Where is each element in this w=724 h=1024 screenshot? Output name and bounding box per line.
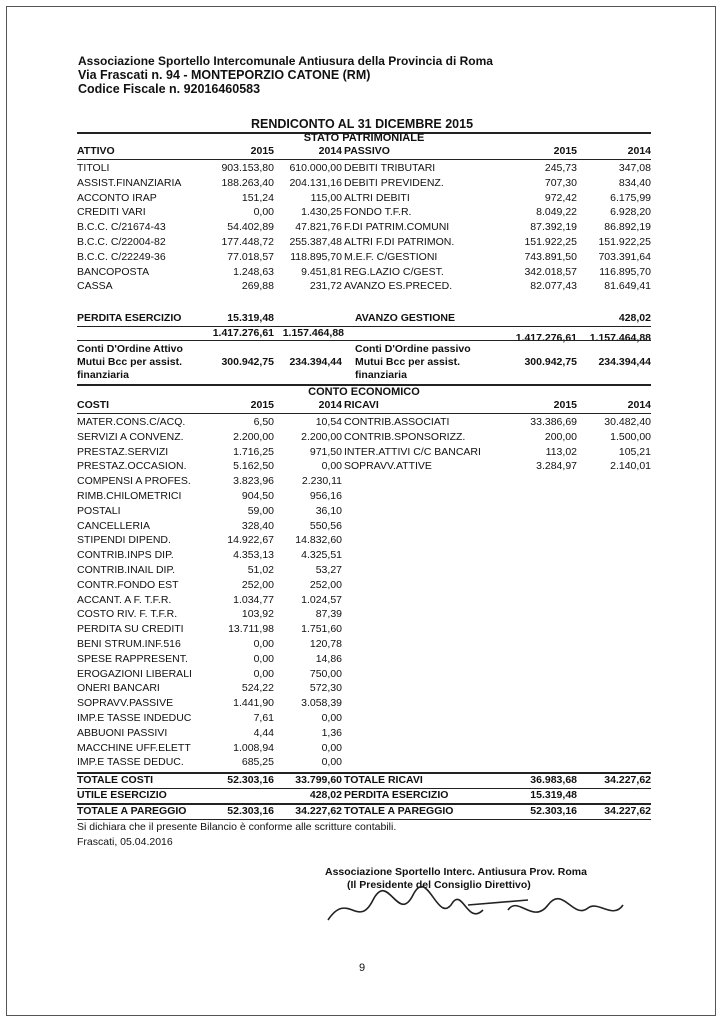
label-left: BENI STRUM.INF.516 bbox=[77, 638, 181, 650]
table-row bbox=[77, 251, 651, 264]
table-row bbox=[77, 475, 651, 488]
value-2015: 2015 bbox=[250, 399, 274, 411]
label-left: SOPRAVV.PASSIVE bbox=[77, 697, 174, 710]
value-2014-right: 86.892,19 bbox=[604, 221, 651, 234]
table-row bbox=[77, 579, 651, 592]
value-2014: 4.325,51 bbox=[301, 549, 342, 562]
label-right: SOPRAVV.ATTIVE bbox=[344, 460, 432, 473]
table-row bbox=[77, 608, 651, 621]
label-right: TOTALE RICAVI bbox=[344, 774, 423, 786]
value-2015: 103,92 bbox=[241, 608, 274, 621]
label-left: ONERI BANCARI bbox=[77, 682, 160, 695]
value-2015-right: 342.018,57 bbox=[524, 265, 577, 278]
value-2015: 14.922,67 bbox=[227, 534, 274, 547]
value-2014: 2.230,11 bbox=[301, 475, 342, 488]
perdita-label: PERDITA ESERCIZIO bbox=[77, 312, 182, 324]
conti-ordine-row bbox=[77, 343, 651, 356]
label-right: TOTALE A PAREGGIO bbox=[344, 805, 454, 817]
table-row bbox=[77, 162, 651, 175]
value-2014: 118.895,70 bbox=[290, 250, 342, 263]
value-2014: 231,72 bbox=[309, 280, 342, 293]
value-2014: 2014 bbox=[318, 399, 342, 411]
value-2015-right: 87.392,19 bbox=[530, 221, 577, 234]
value-2014: 252,00 bbox=[309, 578, 342, 591]
value-2015: 4.353,13 bbox=[233, 549, 274, 562]
table-row bbox=[77, 266, 651, 279]
value-2014-right: 347,08 bbox=[618, 162, 651, 174]
value-2014-right: 6.928,20 bbox=[610, 206, 651, 219]
value-2014: 14,86 bbox=[315, 652, 342, 665]
org-fiscal-code: Codice Fiscale n. 92016460583 bbox=[78, 82, 261, 96]
table-row bbox=[77, 280, 651, 293]
label-left: COMPENSI A PROFES. bbox=[77, 475, 191, 488]
label-left: ACCANT. A F. T.F.R. bbox=[77, 593, 172, 606]
label-right: CONTRIB.SPONSORIZZ. bbox=[344, 430, 466, 443]
value-2015-right: 8.049,22 bbox=[536, 206, 577, 219]
table-row bbox=[77, 236, 651, 249]
label-left: TITOLI bbox=[77, 162, 110, 174]
value-2014: 971,50 bbox=[309, 445, 342, 458]
value-2015: 904,50 bbox=[241, 490, 274, 502]
value-2015: 51,02 bbox=[247, 564, 274, 576]
value-2014: 0,00 bbox=[321, 756, 342, 769]
label-left: PRESTAZ.OCCASION. bbox=[77, 460, 187, 473]
avanzo-label: AVANZO GESTIONE bbox=[355, 312, 455, 324]
table-row bbox=[77, 416, 651, 429]
value-2015: 252,00 bbox=[241, 578, 274, 591]
value-2015: 59,00 bbox=[247, 504, 274, 517]
label-left: ABBUONI PASSIVI bbox=[77, 726, 168, 739]
label-left: RIMB.CHILOMETRICI bbox=[77, 490, 182, 502]
ce-pareggio-row bbox=[77, 805, 651, 818]
value-2014: 428,02 bbox=[309, 789, 342, 801]
value-2015-right: 245,73 bbox=[544, 162, 577, 174]
label-right: M.E.F. C/GESTIONI bbox=[344, 250, 438, 263]
mutui-row bbox=[77, 356, 651, 369]
sp-column-headers bbox=[77, 145, 651, 158]
value-2015-right: 3.284,97 bbox=[536, 460, 577, 473]
label-left: CASSA bbox=[77, 280, 113, 293]
label-left: PRESTAZ.SERVIZI bbox=[77, 445, 169, 458]
label-right: ALTRI F.DI PATRIMON. bbox=[344, 236, 455, 248]
label-left: POSTALI bbox=[77, 504, 121, 517]
value-2014: 255.387,48 bbox=[289, 236, 342, 248]
value-2014: 3.058,39 bbox=[301, 697, 342, 710]
handwritten-signature bbox=[318, 880, 638, 940]
value-2015: 2.200,00 bbox=[233, 430, 274, 443]
value-2015: 13.711,98 bbox=[228, 623, 274, 636]
table-row bbox=[77, 520, 651, 533]
value-2015-right: 2015 bbox=[553, 399, 577, 411]
value-2014-right: 151.922,25 bbox=[598, 236, 651, 248]
label-left: MATER.CONS.C/ACQ. bbox=[77, 416, 186, 428]
ce-totale-row bbox=[77, 774, 651, 787]
label-left: B.C.C. C/21674-43 bbox=[77, 221, 166, 234]
table-row bbox=[77, 192, 651, 205]
mutui-passivo-label: Mutui Bcc per assist. bbox=[355, 356, 461, 368]
value-2014-right: 34.227,62 bbox=[604, 774, 651, 786]
value-2014: 47.821,76 bbox=[295, 221, 342, 234]
conformity-statement: Si dichiara che il presente Bilancio è conforme alle scritture contabili. bbox=[77, 821, 397, 833]
label-right: PERDITA ESERCIZIO bbox=[344, 789, 449, 801]
table-row bbox=[77, 727, 651, 740]
value-2014: 750,00 bbox=[309, 667, 342, 680]
value-2015: 524,22 bbox=[241, 682, 274, 695]
table-row bbox=[77, 682, 651, 695]
value-2015: 151,24 bbox=[241, 191, 274, 204]
value-2015-right: 972,42 bbox=[544, 191, 577, 204]
stato-patrimoniale-heading: STATO PATRIMONIALE bbox=[303, 132, 425, 144]
value-2014: 572,30 bbox=[309, 682, 342, 695]
ordine-attivo-label: Conti D'Ordine Attivo bbox=[77, 343, 183, 355]
value-2015: 52.303,16 bbox=[227, 805, 274, 817]
value-2015: 1.248,63 bbox=[233, 265, 274, 278]
org-header bbox=[78, 54, 493, 96]
table-row bbox=[77, 549, 651, 562]
value-2014: 10,54 bbox=[315, 416, 342, 428]
value-2014-right: 2014 bbox=[627, 399, 651, 411]
label-left: BANCOPOSTA bbox=[77, 265, 150, 278]
page-number: 9 bbox=[358, 962, 366, 974]
value-2015: 77.018,57 bbox=[227, 250, 274, 263]
label-right: DEBITI TRIBUTARI bbox=[344, 162, 436, 174]
label-left: TOTALE COSTI bbox=[77, 774, 154, 786]
table-row bbox=[77, 756, 651, 769]
value-2015-right: 52.303,16 bbox=[530, 805, 577, 817]
table-row bbox=[77, 594, 651, 607]
value-2015-right: 200,00 bbox=[544, 430, 577, 443]
value-2015: 2015 bbox=[250, 145, 274, 157]
table-row bbox=[77, 742, 651, 755]
org-address: Via Frascati n. 94 - MONTEPORZIO CATONE (RM) bbox=[78, 68, 371, 82]
perdita-2015: 15.319,48 bbox=[227, 312, 274, 324]
value-2014: 0,00 bbox=[321, 712, 342, 724]
value-2014: 1.751,60 bbox=[301, 623, 342, 636]
label-left: CONTR.FONDO EST bbox=[77, 578, 179, 591]
label-right: ALTRI DEBITI bbox=[344, 191, 410, 204]
conto-economico-heading: CONTO ECONOMICO bbox=[308, 386, 420, 398]
mutui-attivo-2014: 234.394,44 bbox=[289, 356, 342, 368]
place-date: Frascati, 05.04.2016 bbox=[77, 836, 173, 848]
value-2015: 0,00 bbox=[253, 206, 274, 219]
table-row bbox=[77, 653, 651, 666]
report-title: RENDICONTO AL 31 DICEMBRE 2015 bbox=[250, 117, 474, 131]
label-left: COSTO RIV. F. T.F.R. bbox=[77, 608, 178, 621]
value-2015: 1.008,94 bbox=[233, 741, 274, 754]
value-2014-right: 34.227,62 bbox=[604, 805, 651, 817]
label-left: IMP.E TASSE INDEDUC bbox=[77, 712, 192, 724]
value-2015: 269,88 bbox=[241, 280, 274, 293]
label-left: STIPENDI DIPEND. bbox=[77, 534, 171, 547]
value-2014-right: 1.500,00 bbox=[610, 430, 651, 443]
value-2014: 120,78 bbox=[309, 638, 342, 650]
value-2014-right: 81.649,41 bbox=[604, 280, 651, 293]
value-2014-right: 116.895,70 bbox=[599, 265, 651, 278]
mutui-row-cont bbox=[77, 369, 651, 382]
label-right: REG.LAZIO C/GEST. bbox=[344, 265, 444, 278]
value-2015: 188.263,40 bbox=[221, 176, 274, 189]
rule bbox=[77, 413, 651, 414]
label-right: PASSIVO bbox=[344, 145, 390, 157]
value-2015: 6,50 bbox=[253, 416, 274, 428]
value-2014: 33.799,60 bbox=[295, 774, 342, 786]
label-right: DEBITI PREVIDENZ. bbox=[344, 176, 444, 189]
value-2014: 1.430,25 bbox=[301, 206, 342, 219]
value-2015: 3.823,96 bbox=[233, 475, 274, 488]
table-row bbox=[77, 505, 651, 518]
label-left: CONTRIB.INAIL DIP. bbox=[77, 564, 176, 576]
value-2014-right: 2.140,01 bbox=[610, 460, 651, 473]
sp-result-row bbox=[77, 312, 651, 325]
value-2015-right: 36.983,68 bbox=[530, 774, 577, 786]
value-2015: 7,61 bbox=[253, 712, 274, 724]
label-right: F.DI PATRIM.COMUNI bbox=[344, 221, 450, 234]
value-2015: 1.034,77 bbox=[233, 593, 274, 606]
label-left: EROGAZIONI LIBERALI bbox=[77, 667, 192, 680]
mutui-passivo-2014: 234.394,44 bbox=[598, 356, 651, 368]
value-2014: 1.024,57 bbox=[301, 593, 342, 606]
value-2015-right: 113,02 bbox=[545, 445, 577, 458]
tot-attivo-2014: 1.157.464,88 bbox=[282, 327, 344, 339]
value-2014: 204.131,16 bbox=[289, 176, 342, 189]
value-2014-right: 105,21 bbox=[618, 445, 651, 458]
ce-column-headers bbox=[77, 399, 651, 412]
value-2014-right: 834,40 bbox=[618, 176, 651, 189]
table-row bbox=[77, 221, 651, 234]
value-2014: 36,10 bbox=[315, 504, 342, 517]
value-2015: 52.303,16 bbox=[227, 774, 274, 786]
value-2014-right: 30.482,40 bbox=[604, 416, 651, 428]
label-left: B.C.C. C/22004-82 bbox=[77, 236, 166, 248]
value-2014: 34.227,62 bbox=[295, 805, 342, 817]
rule bbox=[77, 819, 651, 820]
table-row bbox=[77, 638, 651, 651]
label-left: UTILE ESERCIZIO bbox=[77, 789, 167, 801]
signature-stroke bbox=[328, 887, 623, 920]
value-2015-right: 15.319,48 bbox=[530, 789, 577, 801]
label-right: RICAVI bbox=[344, 399, 379, 411]
label-left: IMP.E TASSE DEDUC. bbox=[77, 756, 184, 769]
label-left: ASSIST.FINANZIARIA bbox=[77, 176, 182, 189]
value-2014-right: 2014 bbox=[627, 145, 651, 157]
mutui-passivo-label-cont: finanziaria bbox=[355, 369, 407, 381]
mutui-attivo-label-cont: finanziaria bbox=[77, 369, 129, 381]
ordine-passivo-label: Conti D'Ordine passivo bbox=[355, 343, 471, 355]
value-2015: 903.153,80 bbox=[221, 162, 274, 174]
label-left: CANCELLERIA bbox=[77, 519, 150, 532]
table-row bbox=[77, 490, 651, 503]
table-row bbox=[77, 668, 651, 681]
label-left: SPESE RAPPRESENT. bbox=[77, 652, 188, 665]
ce-utile-row bbox=[77, 789, 651, 802]
label-right: INTER.ATTIVI C/C BANCARI bbox=[344, 445, 481, 458]
value-2015-right: 151.922,25 bbox=[524, 236, 577, 248]
label-left: ATTIVO bbox=[77, 145, 115, 157]
org-name: Associazione Sportello Intercomunale Antiusura della Provincia di Roma bbox=[78, 54, 493, 68]
value-2014: 0,00 bbox=[321, 741, 342, 754]
table-row bbox=[77, 564, 651, 577]
value-2015: 1.441,90 bbox=[233, 697, 274, 710]
value-2015-right: 743.891,50 bbox=[524, 250, 577, 263]
value-2014: 956,16 bbox=[309, 490, 342, 502]
value-2015: 1.716,25 bbox=[233, 445, 274, 458]
label-right: CONTRIB.ASSOCIATI bbox=[344, 416, 450, 428]
label-right: AVANZO ES.PRECED. bbox=[344, 280, 453, 293]
value-2015: 0,00 bbox=[253, 667, 274, 680]
value-2015: 0,00 bbox=[253, 652, 274, 665]
tot-passivo-2015: 1.417.276,61 bbox=[515, 332, 577, 344]
value-2014: 550,56 bbox=[309, 519, 342, 532]
rule bbox=[77, 340, 651, 341]
value-2014: 9.451,81 bbox=[301, 265, 342, 278]
value-2015: 5.162,50 bbox=[233, 460, 274, 473]
table-row bbox=[77, 177, 651, 190]
value-2014: 0,00 bbox=[321, 460, 342, 473]
table-row bbox=[77, 697, 651, 710]
mutui-passivo-2015: 300.942,75 bbox=[524, 356, 577, 368]
label-left: SERVIZI A CONVENZ. bbox=[77, 430, 184, 443]
label-left: MACCHINE UFF.ELETT bbox=[77, 741, 191, 754]
value-2015: 685,25 bbox=[241, 756, 274, 769]
label-left: B.C.C. C/22249-36 bbox=[77, 250, 166, 263]
label-left: PERDITA SU CREDITI bbox=[77, 623, 184, 636]
label-right: FONDO T.F.R. bbox=[344, 206, 412, 219]
value-2014: 14.832,60 bbox=[295, 534, 342, 547]
value-2015: 0,00 bbox=[253, 638, 274, 650]
value-2014: 1,36 bbox=[321, 726, 342, 739]
value-2015-right: 33.386,69 bbox=[530, 416, 577, 428]
label-left: ACCONTO IRAP bbox=[77, 191, 157, 204]
value-2015-right: 2015 bbox=[553, 145, 577, 157]
value-2014: 53,27 bbox=[315, 564, 342, 576]
value-2015: 4,44 bbox=[253, 726, 274, 739]
label-left: CONTRIB.INPS DIP. bbox=[77, 549, 174, 562]
value-2015: 54.402,89 bbox=[227, 221, 274, 234]
table-row bbox=[77, 446, 651, 459]
table-row bbox=[77, 623, 651, 636]
value-2015: 177.448,72 bbox=[221, 236, 274, 248]
mutui-attivo-2015: 300.942,75 bbox=[221, 356, 274, 368]
label-left: CREDITI VARI bbox=[77, 206, 146, 219]
value-2014: 115,00 bbox=[310, 191, 342, 204]
value-2015-right: 82.077,43 bbox=[530, 280, 577, 293]
value-2014: 2.200,00 bbox=[301, 430, 342, 443]
value-2014-right: 6.175,99 bbox=[610, 191, 651, 204]
value-2015: 328,40 bbox=[241, 519, 274, 532]
tot-passivo-2014: 1.157.464,88 bbox=[589, 332, 651, 344]
table-row bbox=[77, 431, 651, 444]
avanzo-2014: 428,02 bbox=[618, 312, 651, 324]
table-row bbox=[77, 206, 651, 219]
rule bbox=[77, 159, 651, 160]
stamp-line-1: Associazione Sportello Interc. Antiusura Prov. Roma bbox=[325, 866, 587, 878]
table-row bbox=[77, 460, 651, 473]
value-2014: 610.000,00 bbox=[289, 162, 342, 174]
value-2015-right: 707,30 bbox=[544, 176, 577, 189]
value-2014: 2014 bbox=[318, 145, 342, 157]
mutui-attivo-label: Mutui Bcc per assist. bbox=[77, 356, 183, 368]
stamp-line-2: (Il Presidente del Consiglio Direttivo) bbox=[347, 879, 531, 891]
tot-attivo-2015: 1.417.276,61 bbox=[212, 327, 274, 339]
value-2014-right: 703.391,64 bbox=[598, 250, 651, 263]
table-row bbox=[77, 534, 651, 547]
label-left: TOTALE A PAREGGIO bbox=[77, 805, 187, 817]
value-2014: 87,39 bbox=[315, 608, 342, 621]
table-row bbox=[77, 712, 651, 725]
label-left: COSTI bbox=[77, 399, 110, 411]
